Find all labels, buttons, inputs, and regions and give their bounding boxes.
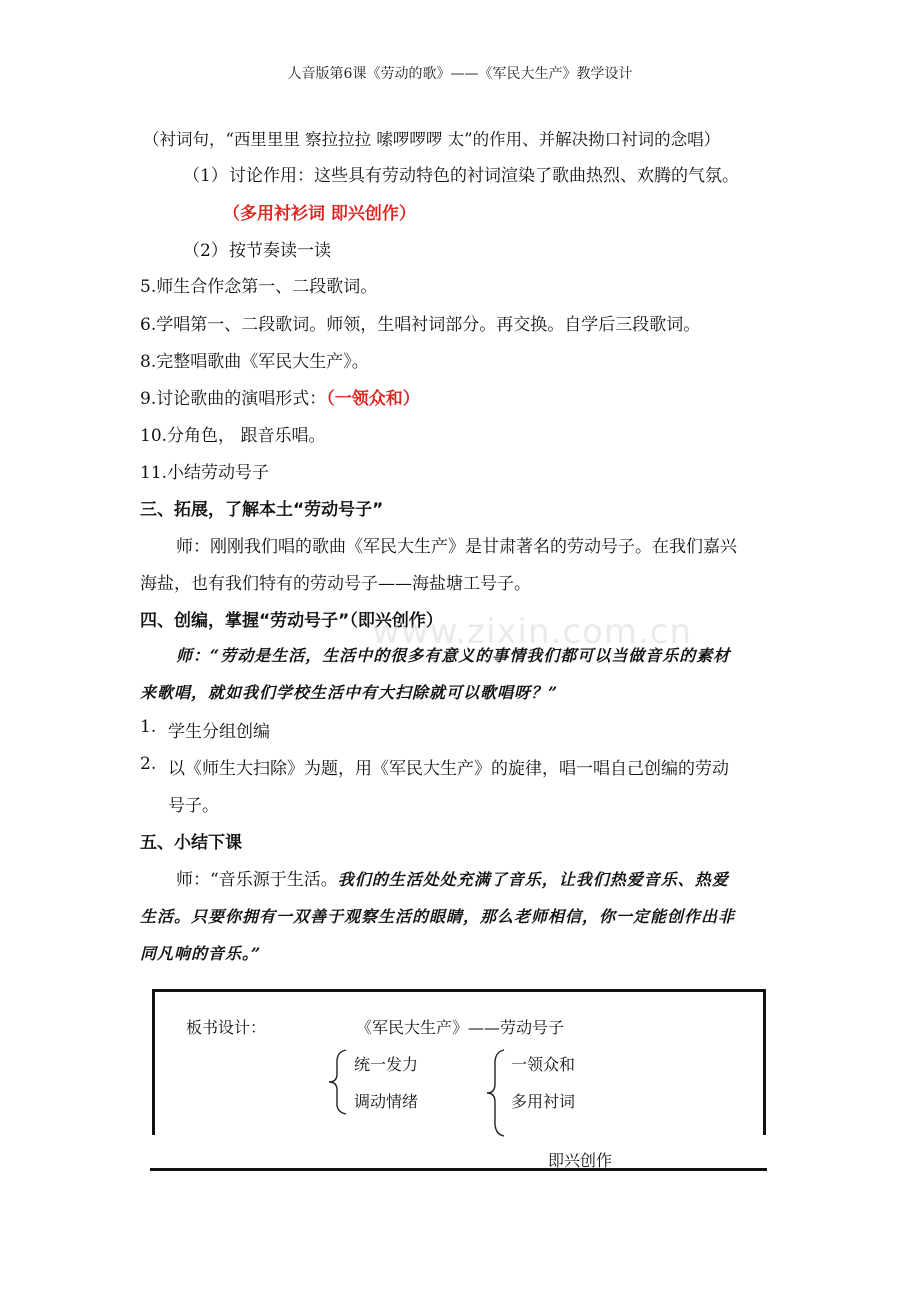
item-1-number: （1）: [183, 166, 228, 186]
board-left-border: [152, 989, 155, 1135]
list-2-continuation: 号子。: [168, 796, 219, 816]
step-5: 5.师生合作念第一、二段歌词。: [140, 277, 378, 297]
watermark: www.zixin.com.cn: [372, 612, 692, 652]
board-label: 板书设计：: [186, 1018, 267, 1037]
item-2-number: （2）: [183, 241, 228, 261]
board-bottom-rule: [150, 1168, 767, 1171]
section-5-handwritten-text: 我们的生活处处充满了音乐，让我们热爱音乐、热爱: [337, 870, 729, 889]
left-brace-icon: [326, 1048, 350, 1116]
step-9-text: 9.讨论歌曲的演唱形式：: [140, 389, 327, 409]
board-top-border: [152, 989, 766, 992]
section-3-para-line-2: 海盐，也有我们特有的劳动号子——海盐塘工号子。: [140, 574, 531, 594]
board-left-item-2: 调动情绪: [354, 1092, 419, 1111]
step-11: 11.小结劳动号子: [140, 463, 270, 483]
page-header: 人音版第6课《劳动的歌》——《军民大生产》教学设计: [287, 66, 633, 82]
section-3-heading: 三、拓展，了解本土“劳动号子”: [140, 500, 384, 520]
board-left-item-1: 统一发力: [354, 1055, 419, 1074]
section-5-para-line-2: 生活。只要你拥有一双善于观察生活的眼睛，那么老师相信，你一定能创作出非: [140, 907, 736, 926]
section-4-quote-line-2: 来歌唱，就如我们学校生活中有大扫除就可以歌唱呀？”: [140, 683, 559, 702]
board-right-item-1: 一领众和: [511, 1055, 576, 1074]
item-1-text: 讨论作用：这些具有劳动特色的衬词渲染了歌曲热烈、欢腾的气氛。: [229, 166, 739, 186]
step-10: 10.分角色， 跟音乐唱。: [140, 426, 326, 446]
red-note-chenci: （多用衬衫词 即兴创作）: [223, 204, 416, 224]
list-2-number: 2.: [140, 754, 157, 774]
list-1-text: 学生分组创编: [168, 722, 270, 742]
board-right-border: [763, 989, 766, 1135]
section-5-para-line-3: 同凡响的音乐。”: [140, 944, 262, 963]
section-4-heading: 四、创编，掌握“劳动号子”（即兴创作）: [140, 611, 443, 631]
board-title: 《军民大生产》——劳动号子: [356, 1018, 565, 1037]
section-4-quote-line-1: 师：“劳动是生活，生活中的很多有意义的事情我们都可以当做音乐的素材: [176, 646, 731, 665]
step-9: [140, 384, 420, 409]
section-5-heading: 五、小结下课: [140, 833, 242, 853]
step-8: 8.完整唱歌曲《军民大生产》。: [140, 352, 369, 372]
step-6: 6.学唱第一、二段歌词。师领，生唱衬词部分。再交换。自学后三段歌词。: [140, 315, 701, 335]
section-5-plain-text: 师：“音乐源于生活。: [176, 870, 338, 890]
paragraph-chenci: （衬词句，“西里里里 察拉拉拉 嗦啰啰啰 太”的作用、并解决拗口衬词的念唱）: [143, 130, 721, 149]
board-right-item-2: 多用衬词: [511, 1092, 576, 1111]
right-brace-icon: [484, 1048, 508, 1138]
section-3-para-line-1: 师：刚刚我们唱的歌曲《军民大生产》是甘肃著名的劳动号子。在我们嘉兴: [176, 537, 737, 557]
item-2-text: 按节奏读一读: [229, 241, 331, 261]
red-note-yiling: （一领众和）: [326, 389, 420, 409]
list-1-number: 1.: [140, 717, 157, 737]
list-2-text: 以《师生大扫除》为题，用《军民大生产》的旋律，唱一唱自己创编的劳动: [168, 759, 729, 779]
section-5-para-line-1: [176, 865, 729, 890]
board-bottom-item: 即兴创作: [548, 1151, 613, 1170]
